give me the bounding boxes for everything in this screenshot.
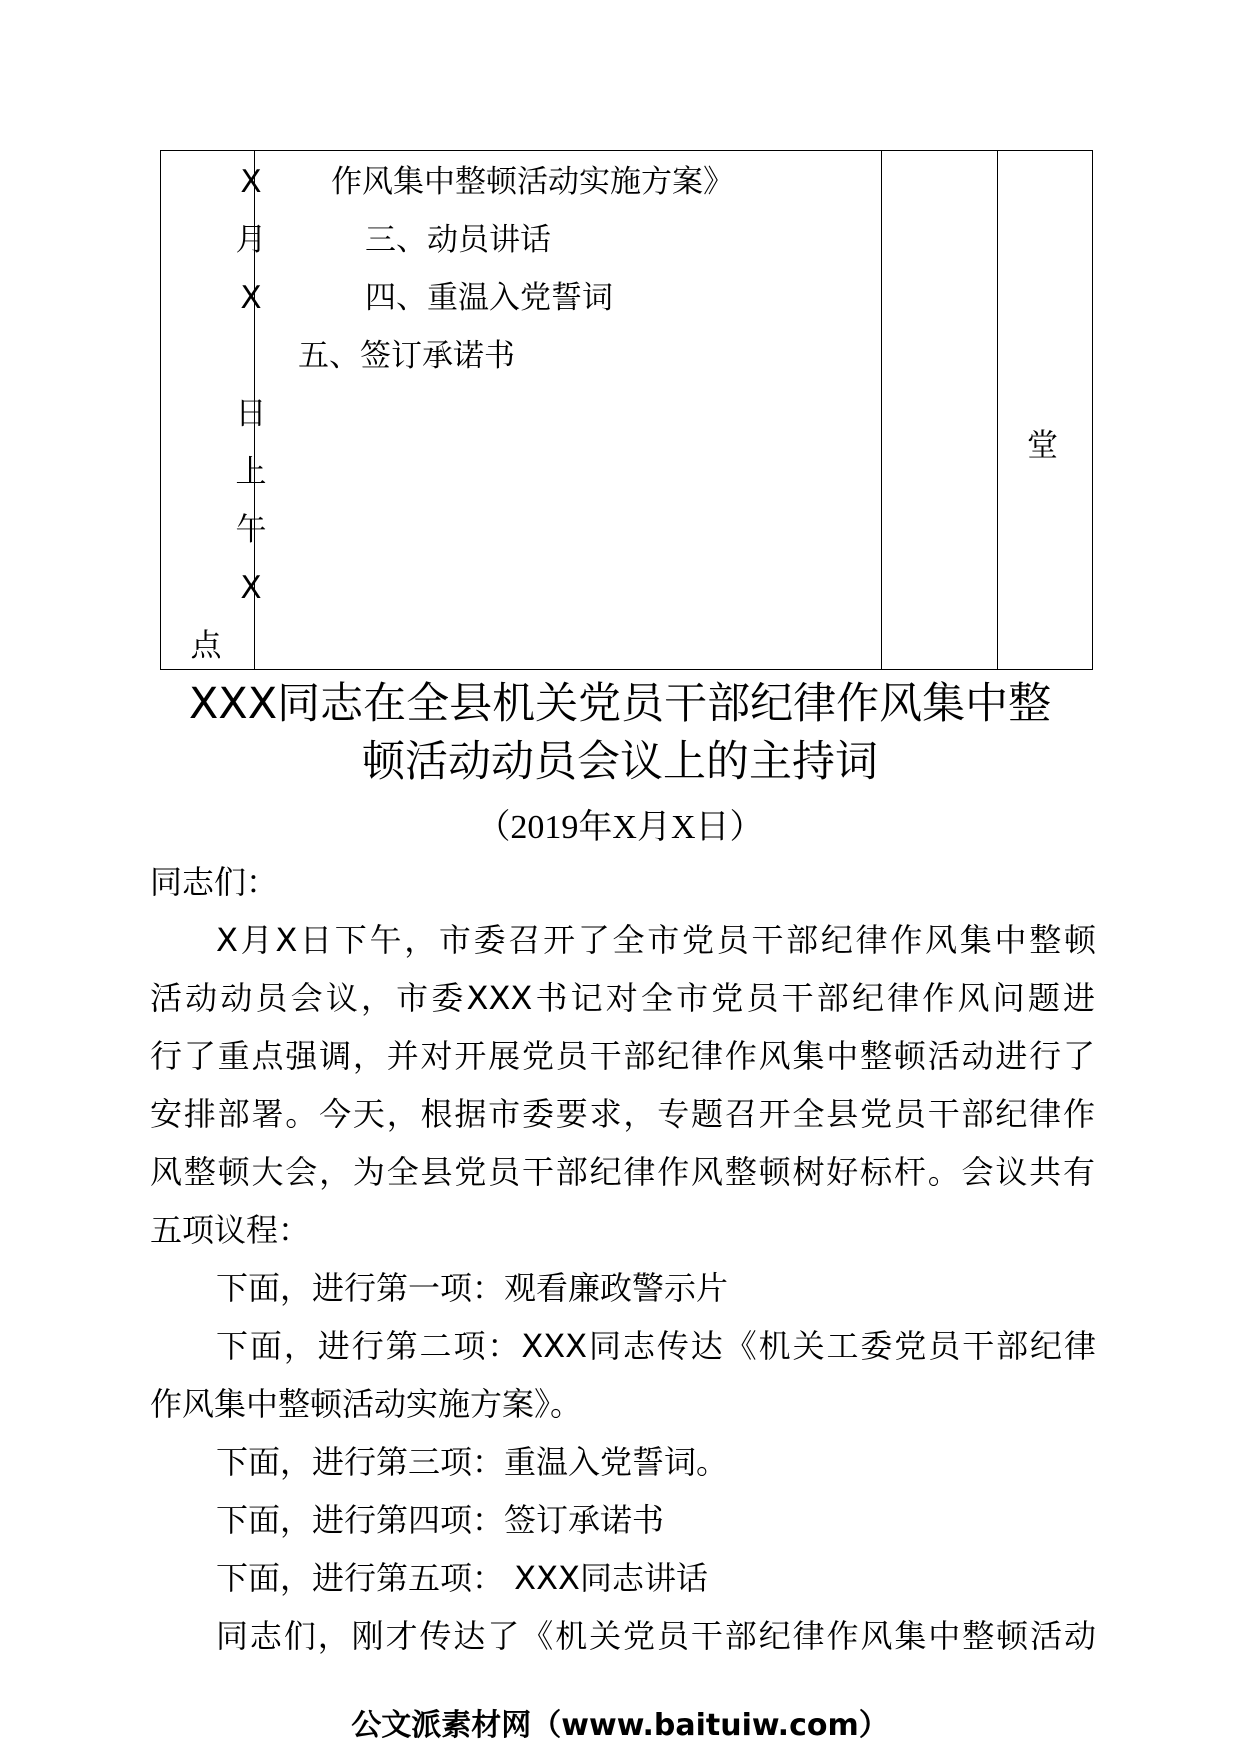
date-char: X — [240, 280, 262, 316]
schedule-table — [160, 150, 1093, 670]
paragraph-line: 安排部署。今天，根据市委要求，专题召开全县党员干部纪律作 — [150, 1095, 1095, 1133]
salutation: 同志们： — [150, 863, 279, 901]
agenda-item: 作风集中整顿活动实施方案》 — [331, 164, 734, 200]
location-cell: 堂 — [1027, 428, 1058, 464]
paragraph-line: X月X日下午，市委召开了全市党员干部纪律作风集中整顿 — [216, 921, 1096, 959]
agenda-item: 三、动员讲话 — [365, 222, 551, 258]
date-char: 点 — [190, 628, 222, 664]
paragraph-line: 活动动员会议，市委XXX书记对全市党员干部纪律作风问题进 — [150, 979, 1095, 1017]
paragraph-line: 五项议程： — [150, 1211, 311, 1249]
agenda-line: 下面，进行第三项：重温入党誓词。 — [216, 1443, 729, 1481]
paragraph-line: 风整顿大会，为全县党员干部纪律作风整顿树好标杆。会议共有 — [150, 1153, 1095, 1191]
date-char: X — [240, 164, 262, 200]
table-divider — [997, 151, 998, 669]
document-date: （2019年X月X日） — [476, 809, 764, 846]
date-char: 午 — [235, 512, 267, 548]
agenda-line: 下面，进行第四项：签订承诺书 — [216, 1501, 665, 1539]
closing-line: 同志们，刚才传达了《机关党员干部纪律作风集中整顿活动 — [216, 1617, 1096, 1655]
document-title-line2: 顿活动动员会议上的主持词 — [362, 737, 878, 787]
date-char: 上 — [235, 454, 267, 490]
agenda-item: 五、签订承诺书 — [298, 338, 515, 374]
paragraph-line: 行了重点强调，并对开展党员干部纪律作风集中整顿活动进行了 — [150, 1037, 1095, 1075]
date-char: 日 — [235, 396, 267, 432]
document-title-line1: XXX同志在全县机关党员干部纪律作风集中整 — [188, 679, 1052, 729]
table-divider — [881, 151, 882, 669]
date-char: X — [240, 570, 262, 606]
date-char: 月 — [235, 222, 267, 258]
agenda-item: 四、重温入党誓词 — [365, 280, 613, 316]
agenda-line: 下面，进行第一项：观看廉政警示片 — [216, 1269, 729, 1307]
footer-source: 公文派素材网（www.baituiw.com） — [351, 1708, 889, 1743]
agenda-line: 作风集中整顿活动实施方案》。 — [150, 1385, 583, 1423]
agenda-line: 下面，进行第二项：XXX同志传达《机关工委党员干部纪律 — [216, 1327, 1096, 1365]
agenda-line: 下面，进行第五项： XXX同志讲话 — [216, 1559, 708, 1597]
